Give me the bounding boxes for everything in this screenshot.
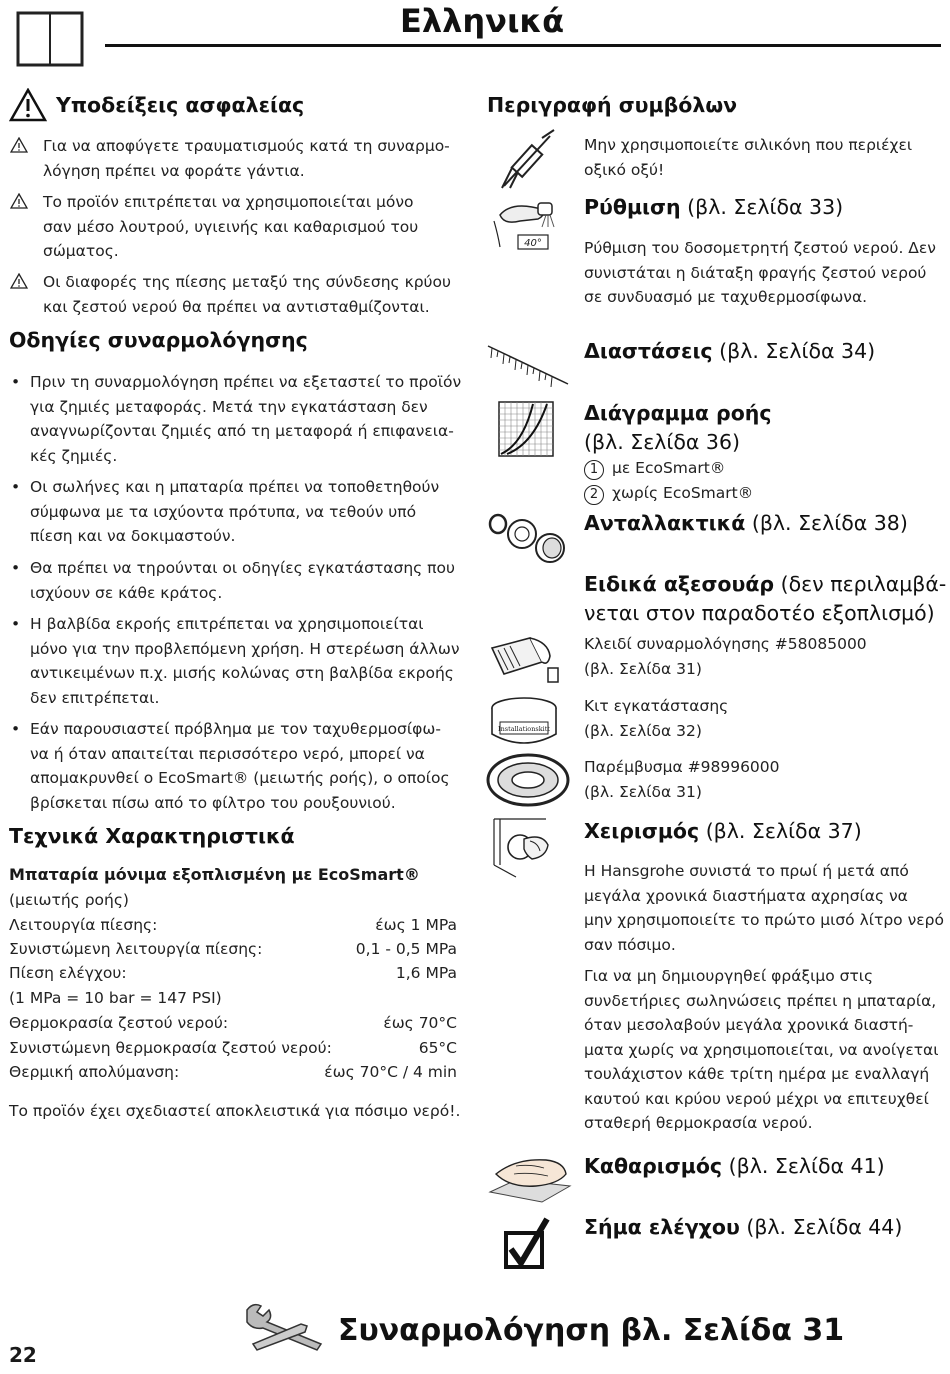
wrench-screwdriver-icon <box>243 1300 325 1352</box>
book-icon <box>16 11 86 69</box>
spec-row: Συνιστώμενη λειτουργία πίεσης: 0,1 - 0,5 MPa <box>9 940 457 958</box>
tech-subtitle2: (μειωτής ροής) <box>9 891 129 909</box>
bullet: • <box>11 720 21 738</box>
checkmark-box-icon <box>503 1215 551 1271</box>
circled-number: 2 <box>584 485 604 505</box>
symbols-title: Περιγραφή συμβόλων <box>487 93 738 117</box>
safety-item: Για να αποφύγετε τραυματισμούς κατά τη συναρμο- λόγηση πρέπει να φοράτε γάντια. <box>43 137 450 180</box>
safety-title: Υποδείξεις ασφαλείας <box>56 93 305 117</box>
assembly-item: Πριν τη συναρμολόγηση πρέπει να εξεταστεί το προϊόν για ζημιές μεταφοράς. Μετά την εγκατάσταση δεν αναγνωρίζονται ζημιές από τη μεταφορά ή επιφανεια- κές ζημιές. <box>30 373 462 465</box>
bullet: • <box>11 559 21 577</box>
xeirismos-text-1: Η Hansgrohe συνιστά το πρωί ή μετά από μεγάλα χρονικά διαστήματα αχρησίας να μην χρησιμοποιείτε το πρώτο μισό λίτρο νερό σαν πόσιμο. <box>584 862 944 954</box>
assembly-item: Εάν παρουσιαστεί πρόβλημα με τον ταχυθερμοσίφω- να ή όταν απαιτείται περισσότερο νερό, μπορεί να απομακρυνθεί ο EcoSmart® (μειωτής ροής), ο οποίος βρίσκεται πίσω από το φίλτρο του ρουξουνιού. <box>30 720 450 812</box>
diagramma-heading: Διάγραμμα ροής <box>584 401 772 425</box>
spec-row: Θερμική απολύμανση: έως 70°C / 4 min <box>9 1063 457 1081</box>
assembly-key-icon <box>486 628 566 688</box>
spec-row: Συνιστώμενη θερμοκρασία ζεστού νερού: 65°C <box>9 1039 457 1057</box>
eidika-heading: Ειδικά αξεσουάρ (δεν περιλαμβά- <box>584 572 947 596</box>
warning-icon <box>10 273 28 289</box>
warning-icon <box>10 137 28 153</box>
silicone-text: Μην χρησιμοποιείτε σιλικόνη που περιέχει οξικό οξύ! <box>584 136 913 179</box>
bullet: • <box>11 478 21 496</box>
diagramma-ref: (βλ. Σελίδα 36) <box>584 430 741 454</box>
assembly-item: Η βαλβίδα εκροής επιτρέπεται να χρησιμοποιείται μόνο για την προβλεπόμενη χρήση. Η στερέωση άλλων αντικειμένων π.χ. μισής κολώνας στη βαλβίδα εκροής δεν επιτρέπεται. <box>30 615 460 707</box>
safety-item: Οι διαφορές της πίεσης μεταξύ της σύνδεσης κρύου και ζεστού νερού θα πρέπει να αντισταθμίζονται. <box>43 273 451 316</box>
safety-item: Το προϊόν επιτρέπεται να χρησιμοποιείται μόνο σαν μέσο λουτρού, υγιεινής και καθαρισμού του σώματος. <box>43 193 419 260</box>
silicone-gun-icon <box>498 128 558 190</box>
antallaktika-heading: Ανταλλακτικά (βλ. Σελίδα 38) <box>584 511 908 535</box>
cleaning-hand-icon <box>486 1152 572 1204</box>
diagramma-item-1: 1 με EcoSmart® <box>584 456 725 481</box>
warning-icon <box>9 88 47 122</box>
tech-note: Το προϊόν έχει σχεδιαστεί αποκλειστικά για πόσιμο νερό!. <box>9 1102 461 1120</box>
tech-title: Τεχνικά Χαρακτηριστικά <box>9 824 295 848</box>
operation-hand-icon <box>486 815 556 879</box>
spec-row: Θερμοκρασία ζεστού νερού: έως 70°C <box>9 1014 457 1032</box>
katharismos-heading: Καθαρισμός (βλ. Σελίδα 41) <box>584 1154 885 1178</box>
rythmisi-text: Ρύθμιση του δοσομετρητή ζεστού νερού. Δεν συνιστάται η διάταξη φραγής ζεστού νερού σε συνδυασμό με ταχυθερμοσίφωνα. <box>584 239 936 306</box>
rythmisi-heading: Ρύθμιση (βλ. Σελίδα 33) <box>584 195 844 219</box>
spec-row: Λειτουργία πίεσης: έως 1 MPa <box>9 916 457 934</box>
kit-text: Κιτ εγκατάστασης (βλ. Σελίδα 32) <box>584 697 729 740</box>
circled-number: 1 <box>584 460 604 480</box>
diastaseis-heading: Διαστάσεις (βλ. Σελίδα 34) <box>584 339 876 363</box>
diagramma-item-2: 2 χωρίς EcoSmart® <box>584 481 753 506</box>
warning-icon <box>10 193 28 209</box>
spec-row: Πίεση ελέγχου: 1,6 MPa <box>9 964 457 982</box>
spec-row: (1 MPa = 10 bar = 147 PSI) <box>9 989 222 1007</box>
xeirismos-heading: Χειρισμός (βλ. Σελίδα 37) <box>584 819 862 843</box>
ruler-icon <box>486 340 570 390</box>
page-number: 22 <box>9 1343 37 1367</box>
sima-heading: Σήμα ελέγχου (βλ. Σελίδα 44) <box>584 1215 903 1239</box>
assembly-title: Οδηγίες συναρμολόγησης <box>9 328 308 352</box>
header-rule <box>105 44 941 47</box>
gasket-icon <box>486 752 570 808</box>
bullet: • <box>11 373 21 391</box>
eidika-ref-2: νεται στον παραδοτέο εξοπλισμό) <box>584 601 935 625</box>
bullet: • <box>11 615 21 633</box>
kleidi-text: Κλειδί συναρμολόγησης #58085000 (βλ. Σελίδα 31) <box>584 635 867 678</box>
spare-parts-icon <box>486 508 570 568</box>
flow-diagram-icon <box>497 400 555 458</box>
kit-label: Installationskitt <box>498 725 550 733</box>
assembly-item: Οι σωλήνες και η μπαταρία πρέπει να τοποθετηθούν σύμφωνα με τα ισχύοντα πρότυπα, να τεθούν υπό πίεση και να δοκιμαστούν. <box>30 478 440 545</box>
temperature-adjust-icon <box>490 195 565 255</box>
xeirismos-text-2: Για να μη δημιουργηθεί φράξιμο στις συνδετήριες σωληνώσεις πρέπει η μπαταρία, όταν μεσολαβούν μεγάλα χρονικά διαστή- ματα χωρίς να χρησιμοποιείται, να ανοίγεται τουλάχιστον κάθε τρίτη ημέρα με εναλλαγή καυτού και κρύου νερού μέχρι να επιτευχθεί σταθερή θερμοκρασία νερού. <box>584 967 939 1132</box>
assembly-footer: Συναρμολόγηση βλ. Σελίδα 31 <box>338 1313 845 1348</box>
thermo-display: 40° <box>524 238 542 249</box>
tech-subtitle: Μπαταρία μόνιμα εξοπλισμένη με EcoSmart® <box>9 865 420 884</box>
assembly-item: Θα πρέπει να τηρούνται οι οδηγίες εγκατάστασης που ισχύουν σε κάθε κράτος. <box>30 559 455 602</box>
page-title: Ελληνικά <box>400 2 565 40</box>
installation-kit-icon <box>486 694 562 750</box>
paremvysma-text: Παρέμβυσμα #98996000 (βλ. Σελίδα 31) <box>584 758 780 801</box>
